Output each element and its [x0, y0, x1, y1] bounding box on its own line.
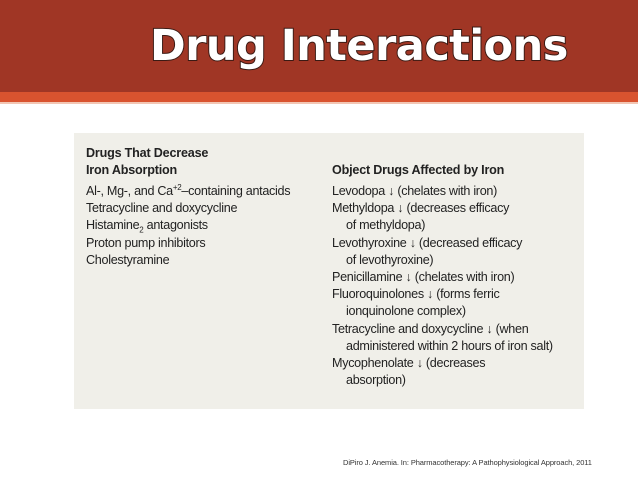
list-item-penicillamine: Penicillamine ↓ (chelates with iron)	[332, 270, 515, 285]
list-item-ppi: Proton pump inhibitors	[86, 235, 206, 250]
left-header-line-2: Iron Absorption	[86, 163, 177, 177]
list-item-methyldopa	[332, 200, 584, 234]
left-column	[86, 145, 326, 269]
list-item-histamine	[86, 217, 326, 234]
right-column-header: Object Drugs Affected by Iron	[332, 163, 505, 177]
list-item-tetracycline: Tetracycline and doxycycline	[86, 201, 238, 216]
tetracycline-line-1: Tetracycline and doxycycline ↓ (when	[332, 321, 529, 336]
list-item-fluoroquinolones	[332, 286, 584, 320]
list-item-antacids	[86, 183, 326, 200]
antacids-text-end: –containing antacids	[181, 184, 291, 198]
title-bar-accent-stripe	[0, 92, 638, 102]
histamine-text-end: antagonists	[143, 218, 208, 233]
mycophenolate-line-1: Mycophenolate ↓ (decreases	[332, 356, 486, 371]
slide-title: Drug Interactions	[150, 21, 568, 71]
left-column-header	[86, 145, 326, 179]
list-item-levothyroxine	[332, 235, 584, 269]
levothyroxine-line-1: Levothyroxine ↓ (decreased efficacy	[332, 235, 523, 250]
histamine-subscript: 2	[139, 225, 144, 235]
title-bar-divider	[0, 102, 638, 104]
histamine-text: Histamine	[86, 218, 140, 233]
levothyroxine-line-2: of levothyroxine)	[346, 252, 434, 267]
list-item-tetracycline-doxycycline	[332, 321, 584, 355]
tetracycline-line-2: administered within 2 hours of iron salt)	[346, 338, 553, 353]
mycophenolate-line-2: absorption)	[346, 373, 406, 388]
charge-superscript: +2	[172, 182, 182, 192]
right-column	[332, 145, 584, 389]
left-header-line-1: Drugs That Decrease	[86, 146, 209, 160]
list-item-mycophenolate	[332, 355, 584, 389]
citation: DiPiro J. Anemia. In: Pharmacotherapy: A Pathophysiological Approach, 2011	[343, 458, 592, 467]
list-item-levodopa: Levodopa ↓ (chelates with iron)	[332, 184, 498, 198]
drug-interactions-table	[74, 133, 584, 409]
antacids-text: Al-, Mg-, and Ca	[86, 184, 173, 198]
methyldopa-line-1: Methyldopa ↓ (decreases efficacy	[332, 201, 510, 216]
left-item-list	[86, 183, 326, 269]
right-item-list	[332, 183, 584, 389]
fluoroquinolones-line-1: Fluoroquinolones ↓ (forms ferric	[332, 287, 500, 302]
title-bar	[0, 0, 638, 92]
fluoroquinolones-line-2: ionquinolone complex)	[346, 304, 466, 319]
methyldopa-line-2: of methyldopa)	[346, 218, 426, 233]
list-item-cholestyramine: Cholestyramine	[86, 252, 170, 267]
